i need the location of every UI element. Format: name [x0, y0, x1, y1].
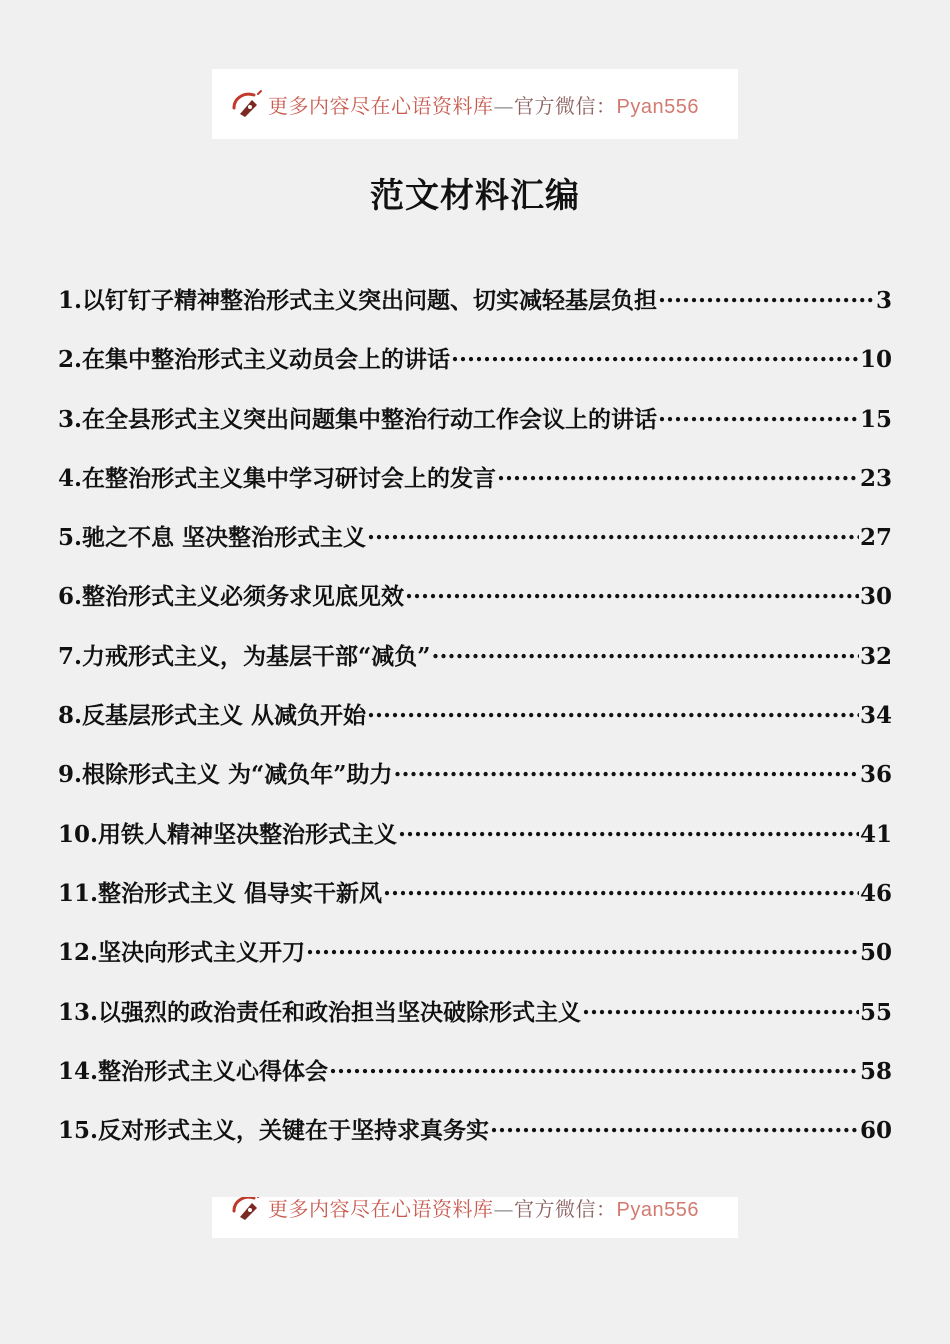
toc-entry-page-number: 58 — [859, 1057, 892, 1085]
toc-entry-title: 3.在全县形式主义突出问题集中整治行动工作会议上的讲话 — [58, 405, 658, 433]
toc-dot-leader — [367, 522, 859, 545]
toc-entry[interactable] — [58, 282, 892, 341]
pen-nib-logo-icon — [228, 86, 264, 122]
watermark-text — [268, 1197, 699, 1222]
toc-dot-leader — [431, 641, 859, 664]
toc-entry-page-number: 36 — [859, 761, 892, 789]
toc-dot-leader — [306, 937, 859, 960]
toc-entry-page-number: 50 — [859, 939, 892, 967]
toc-entry-title: 14.整治形式主义心得体会 — [58, 1057, 329, 1085]
watermark-content — [228, 1197, 699, 1225]
toc-entry-title: 1.以钉钉子精神整治形式主义突出问题、切实减轻基层负担 — [58, 287, 658, 314]
toc-entry-title: 15.反对形式主义，关键在于坚持求真务实 — [58, 1117, 490, 1145]
toc-entry-page-number: 30 — [859, 583, 892, 611]
toc-entry-title: 2.在集中整治形式主义动员会上的讲话 — [58, 346, 451, 374]
toc-entry[interactable] — [58, 401, 892, 460]
toc-entry-page-number: 23 — [859, 464, 892, 492]
toc-entry[interactable] — [58, 756, 892, 815]
toc-entry[interactable] — [58, 341, 892, 400]
toc-entry[interactable] — [58, 638, 892, 697]
watermark-wechat-id: Pyan556 — [616, 95, 699, 118]
watermark-dash: — — [493, 1197, 514, 1221]
toc-entry[interactable] — [58, 1112, 892, 1171]
watermark-text — [268, 90, 699, 119]
toc-entry-title: 13.以强烈的政治责任和政治担当坚决破除形式主义 — [58, 998, 582, 1026]
toc-entry-title: 9.根除形式主义 为“减负年”助力 — [58, 761, 393, 789]
toc-entry-title: 8.反基层形式主义 从减负开始 — [58, 702, 367, 730]
toc-entry[interactable] — [58, 1053, 892, 1112]
toc-entry-page-number: 41 — [859, 820, 892, 848]
watermark-banner-bottom — [212, 1197, 738, 1238]
watermark-content — [228, 86, 699, 122]
toc-dot-leader — [490, 1115, 859, 1138]
watermark-text-main: 更多内容尽在心语资料库 — [268, 93, 494, 118]
toc-dot-leader — [497, 463, 859, 486]
toc-entry[interactable] — [58, 460, 892, 519]
toc-entry-page-number: 10 — [859, 346, 892, 374]
toc-dot-leader — [393, 759, 859, 782]
toc-entry[interactable] — [58, 519, 892, 578]
toc-dot-leader — [658, 285, 875, 308]
toc-dot-leader — [329, 1056, 859, 1079]
toc-entry[interactable] — [58, 816, 892, 875]
table-of-contents — [58, 282, 892, 1171]
toc-entry-title: 10.用铁人精神坚决整治形式主义 — [58, 820, 398, 848]
toc-dot-leader — [658, 404, 859, 427]
toc-entry-page-number: 55 — [859, 998, 892, 1026]
toc-dot-leader — [405, 581, 859, 604]
toc-dot-leader — [367, 700, 859, 723]
toc-entry[interactable] — [58, 697, 892, 756]
toc-dot-leader — [383, 878, 859, 901]
watermark-banner-top — [212, 69, 738, 139]
watermark-wechat-label: 官方微信： — [514, 1197, 617, 1221]
toc-entry[interactable] — [58, 578, 892, 637]
toc-dot-leader — [451, 344, 859, 367]
toc-entry[interactable] — [58, 875, 892, 934]
toc-entry-page-number: 3 — [875, 287, 892, 314]
toc-dot-leader — [398, 819, 859, 842]
toc-entry[interactable] — [58, 994, 892, 1053]
toc-entry-page-number: 60 — [859, 1117, 892, 1145]
toc-entry-title: 5.驰之不息 坚决整治形式主义 — [58, 524, 367, 552]
toc-entry-title: 4.在整治形式主义集中学习研讨会上的发言 — [58, 464, 497, 492]
toc-entry-page-number: 46 — [859, 879, 892, 907]
toc-entry-title: 6.整治形式主义必须务求见底见效 — [58, 583, 405, 611]
toc-entry-title: 7.力戒形式主义，为基层干部“减负” — [58, 642, 431, 670]
toc-entry-page-number: 32 — [859, 642, 892, 670]
toc-entry-page-number: 15 — [859, 405, 892, 433]
toc-entry[interactable] — [58, 934, 892, 993]
watermark-wechat-label: 官方微信： — [514, 93, 617, 118]
toc-entry-page-number: 34 — [859, 702, 892, 730]
toc-dot-leader — [582, 997, 859, 1020]
toc-entry-title: 11.整治形式主义 倡导实干新风 — [58, 879, 383, 907]
watermark-text-main: 更多内容尽在心语资料库 — [268, 1197, 494, 1221]
pen-nib-logo-icon — [228, 1197, 264, 1225]
page-title: 范文材料汇编 — [370, 176, 580, 216]
watermark-dash: — — [493, 93, 514, 118]
watermark-wechat-id: Pyan556 — [616, 1198, 699, 1221]
toc-entry-page-number: 27 — [859, 524, 892, 552]
toc-entry-title: 12.坚决向形式主义开刀 — [58, 939, 306, 967]
